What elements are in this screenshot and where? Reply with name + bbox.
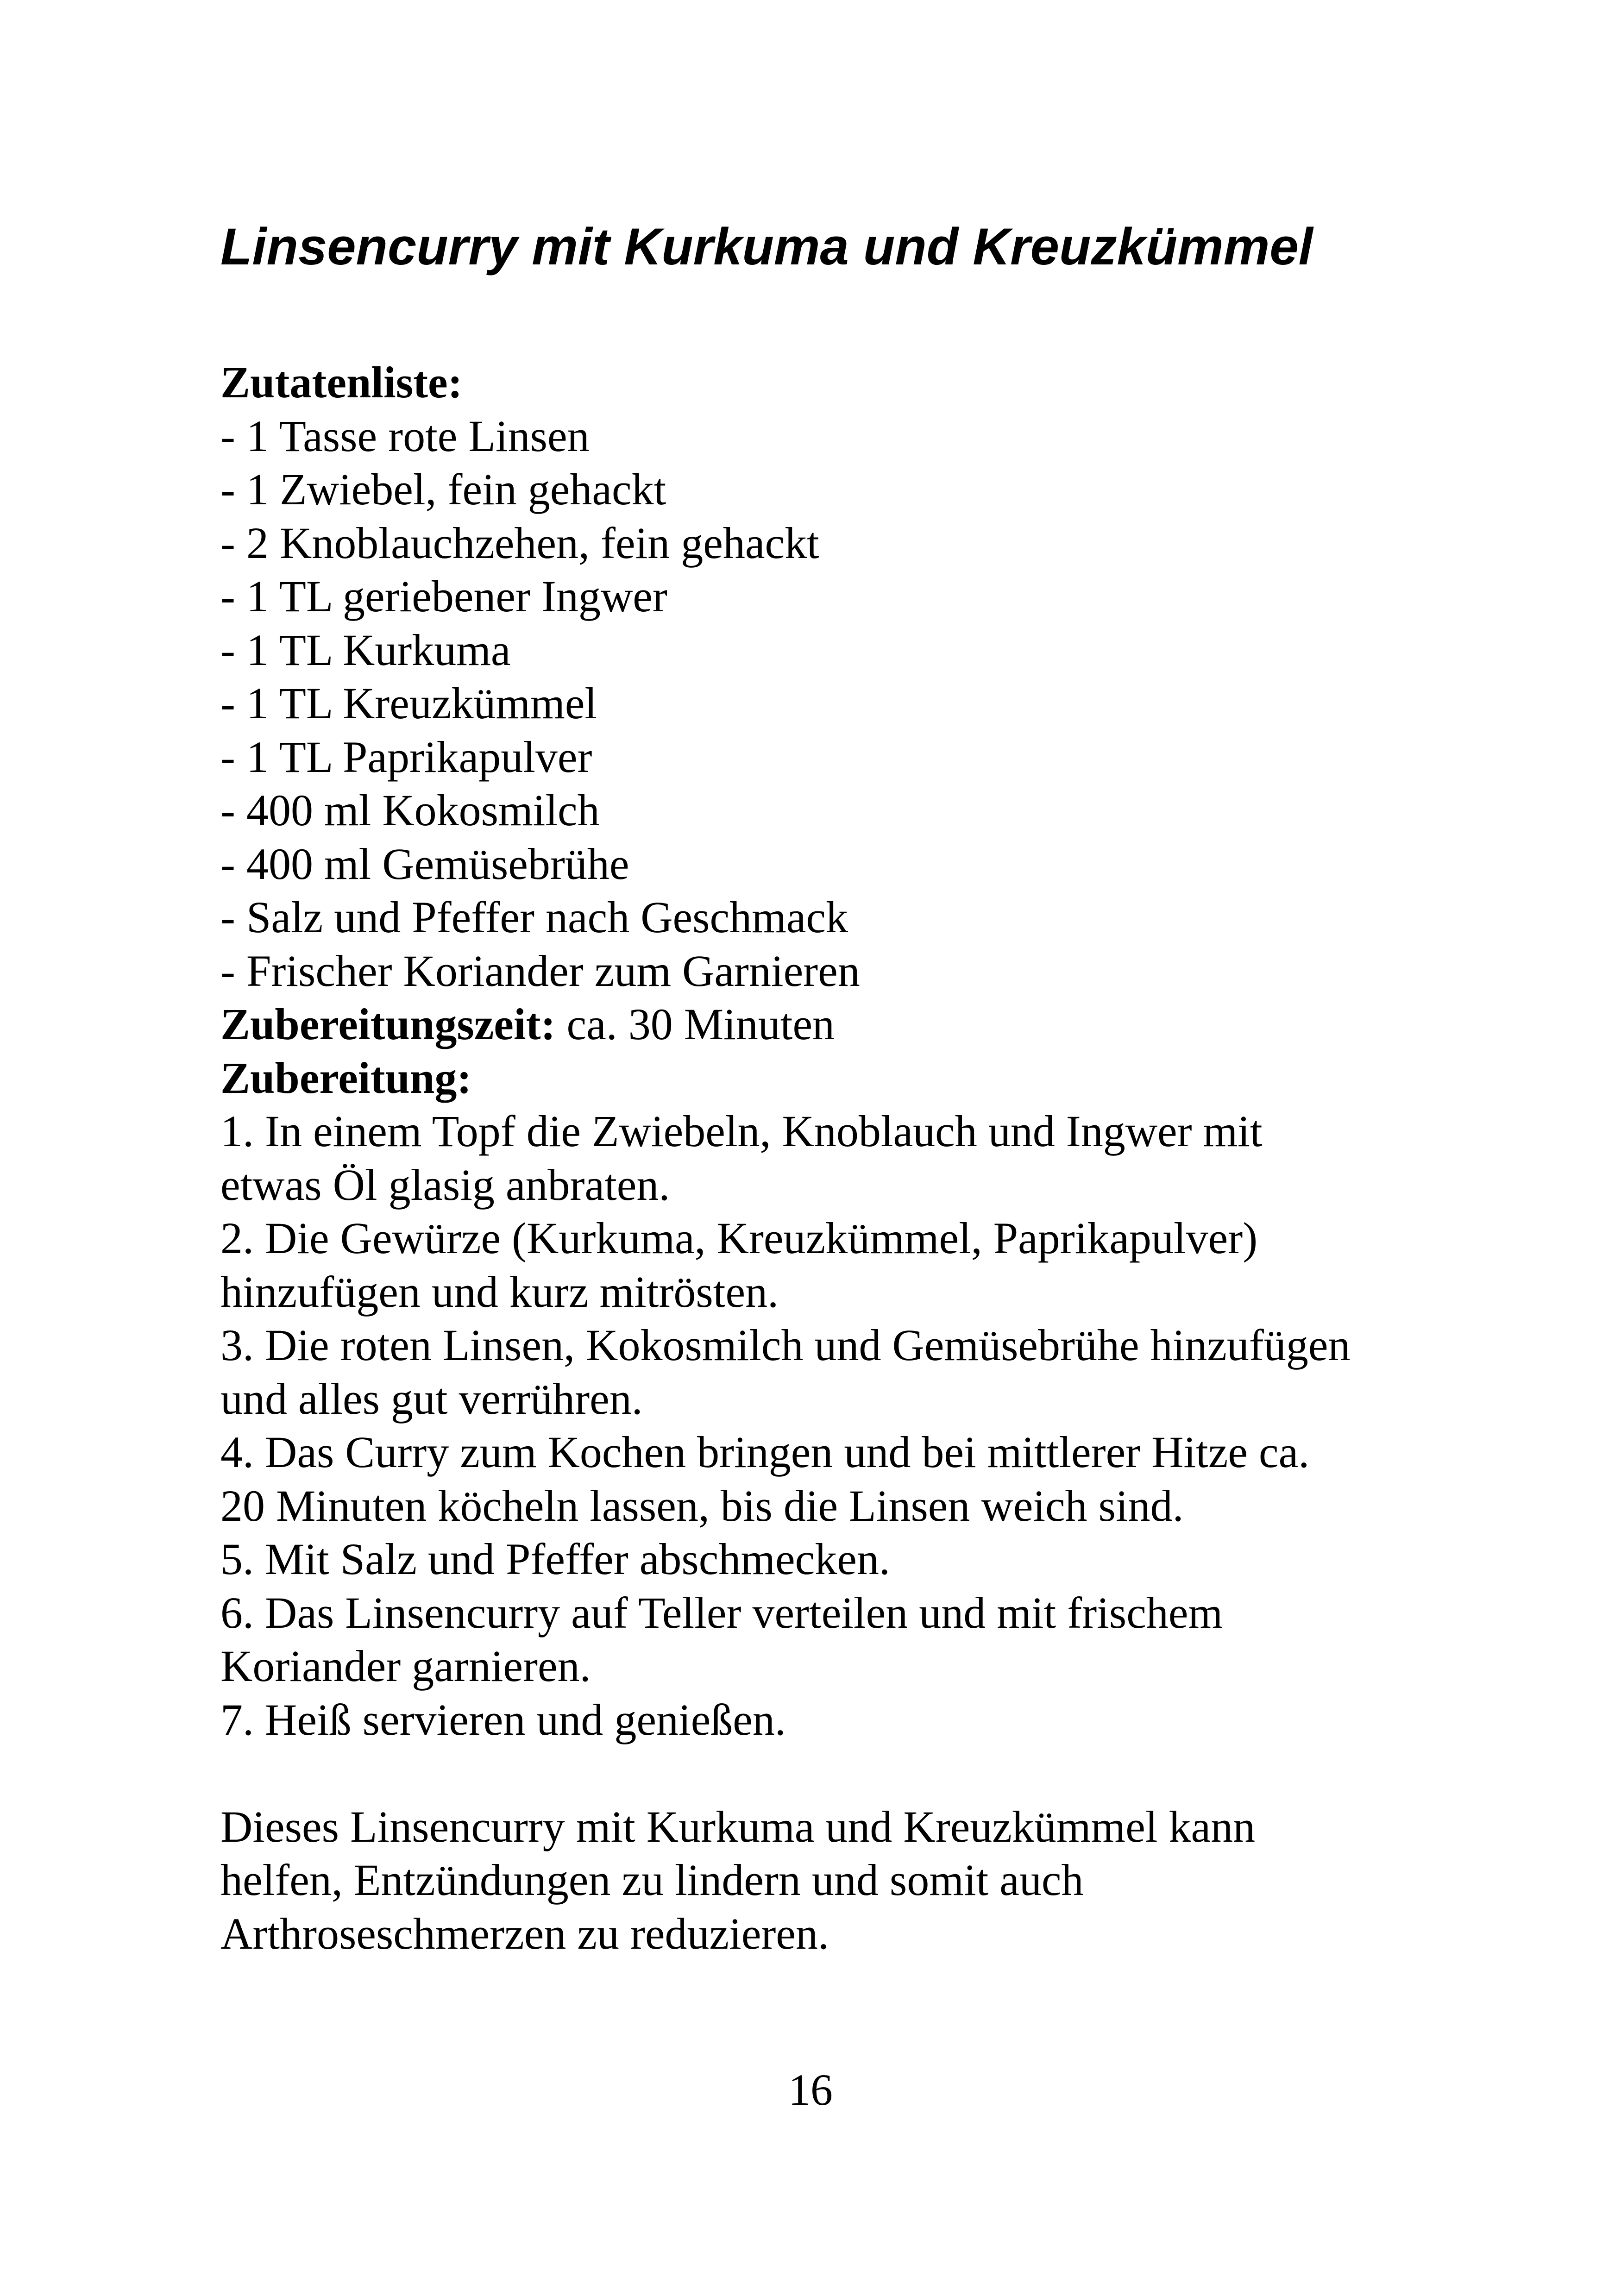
ingredient-item: - 1 TL Kurkuma <box>220 625 511 675</box>
step-line: 20 Minuten köcheln lassen, bis die Linsen weich sind. <box>220 1480 1184 1531</box>
ingredient-item: - 1 TL geriebener Ingwer <box>220 571 667 621</box>
paragraph-spacer <box>220 1746 1471 1800</box>
ingredient-item: - 400 ml Kokosmilch <box>220 785 600 835</box>
step-item <box>220 1318 1471 1425</box>
ingredient-item: - 1 Tasse rote Linsen <box>220 411 590 461</box>
recipe-body <box>220 356 1471 1960</box>
prep-time-value: ca. 30 Minuten <box>555 999 835 1049</box>
closing-note-line: helfen, Entzündungen zu lindern und somit auch <box>220 1855 1084 1905</box>
ingredient-item: - Frischer Koriander zum Garnieren <box>220 946 860 996</box>
ingredients-list <box>220 409 1471 998</box>
step-line: 3. Die roten Linsen, Kokosmilch und Gemüsebrühe hinzufügen <box>220 1320 1351 1370</box>
prep-time <box>220 997 1471 1051</box>
step-item <box>220 1425 1471 1532</box>
page-number: 16 <box>788 2065 833 2114</box>
ingredient-item: - Salz und Pfeffer nach Geschmack <box>220 892 848 942</box>
step-line: 7. Heiß servieren und genießen. <box>220 1694 786 1744</box>
ingredient-item: - 2 Knoblauchzehen, fein gehackt <box>220 518 819 568</box>
step-line: 6. Das Linsencurry auf Teller verteilen und mit frischem <box>220 1587 1223 1637</box>
ingredient-item: - 1 TL Kreuzkümmel <box>220 678 597 728</box>
closing-note-line: Dieses Linsencurry mit Kurkuma und Kreuzkümmel kann <box>220 1801 1256 1851</box>
step-line: Koriander garnieren. <box>220 1641 591 1691</box>
step-item <box>220 1693 1471 1747</box>
step-item <box>220 1532 1471 1586</box>
page-title: Linsencurry mit Kurkuma und Kreuzkümmel <box>220 218 1313 276</box>
step-line: 4. Das Curry zum Kochen bringen und bei mittlerer Hitze ca. <box>220 1427 1310 1477</box>
step-line: 5. Mit Salz und Pfeffer abschmecken. <box>220 1534 890 1584</box>
step-line: 2. Die Gewürze (Kurkuma, Kreuzkümmel, Paprikapulver) <box>220 1213 1258 1263</box>
prep-time-label: Zubereitungszeit: <box>220 999 556 1049</box>
ingredient-item: - 400 ml Gemüsebrühe <box>220 839 629 889</box>
ingredient-item: - 1 TL Paprikapulver <box>220 732 592 782</box>
step-line: hinzufügen und kurz mitrösten. <box>220 1267 779 1317</box>
step-line: und alles gut verrühren. <box>220 1374 643 1424</box>
closing-note <box>220 1800 1471 1961</box>
step-line: 1. In einem Topf die Zwiebeln, Knoblauch und Ingwer mit <box>220 1106 1263 1156</box>
ingredients-heading: Zutatenliste: <box>220 358 463 407</box>
closing-note-line: Arthroseschmerzen zu reduzieren. <box>220 1908 829 1958</box>
ingredient-item: - 1 Zwiebel, fein gehackt <box>220 464 666 514</box>
preparation-heading: Zubereitung: <box>220 1053 472 1103</box>
step-item <box>220 1104 1471 1211</box>
step-item <box>220 1586 1471 1693</box>
step-line: etwas Öl glasig anbraten. <box>220 1160 670 1210</box>
preparation-steps <box>220 1104 1471 1746</box>
step-item <box>220 1211 1471 1318</box>
